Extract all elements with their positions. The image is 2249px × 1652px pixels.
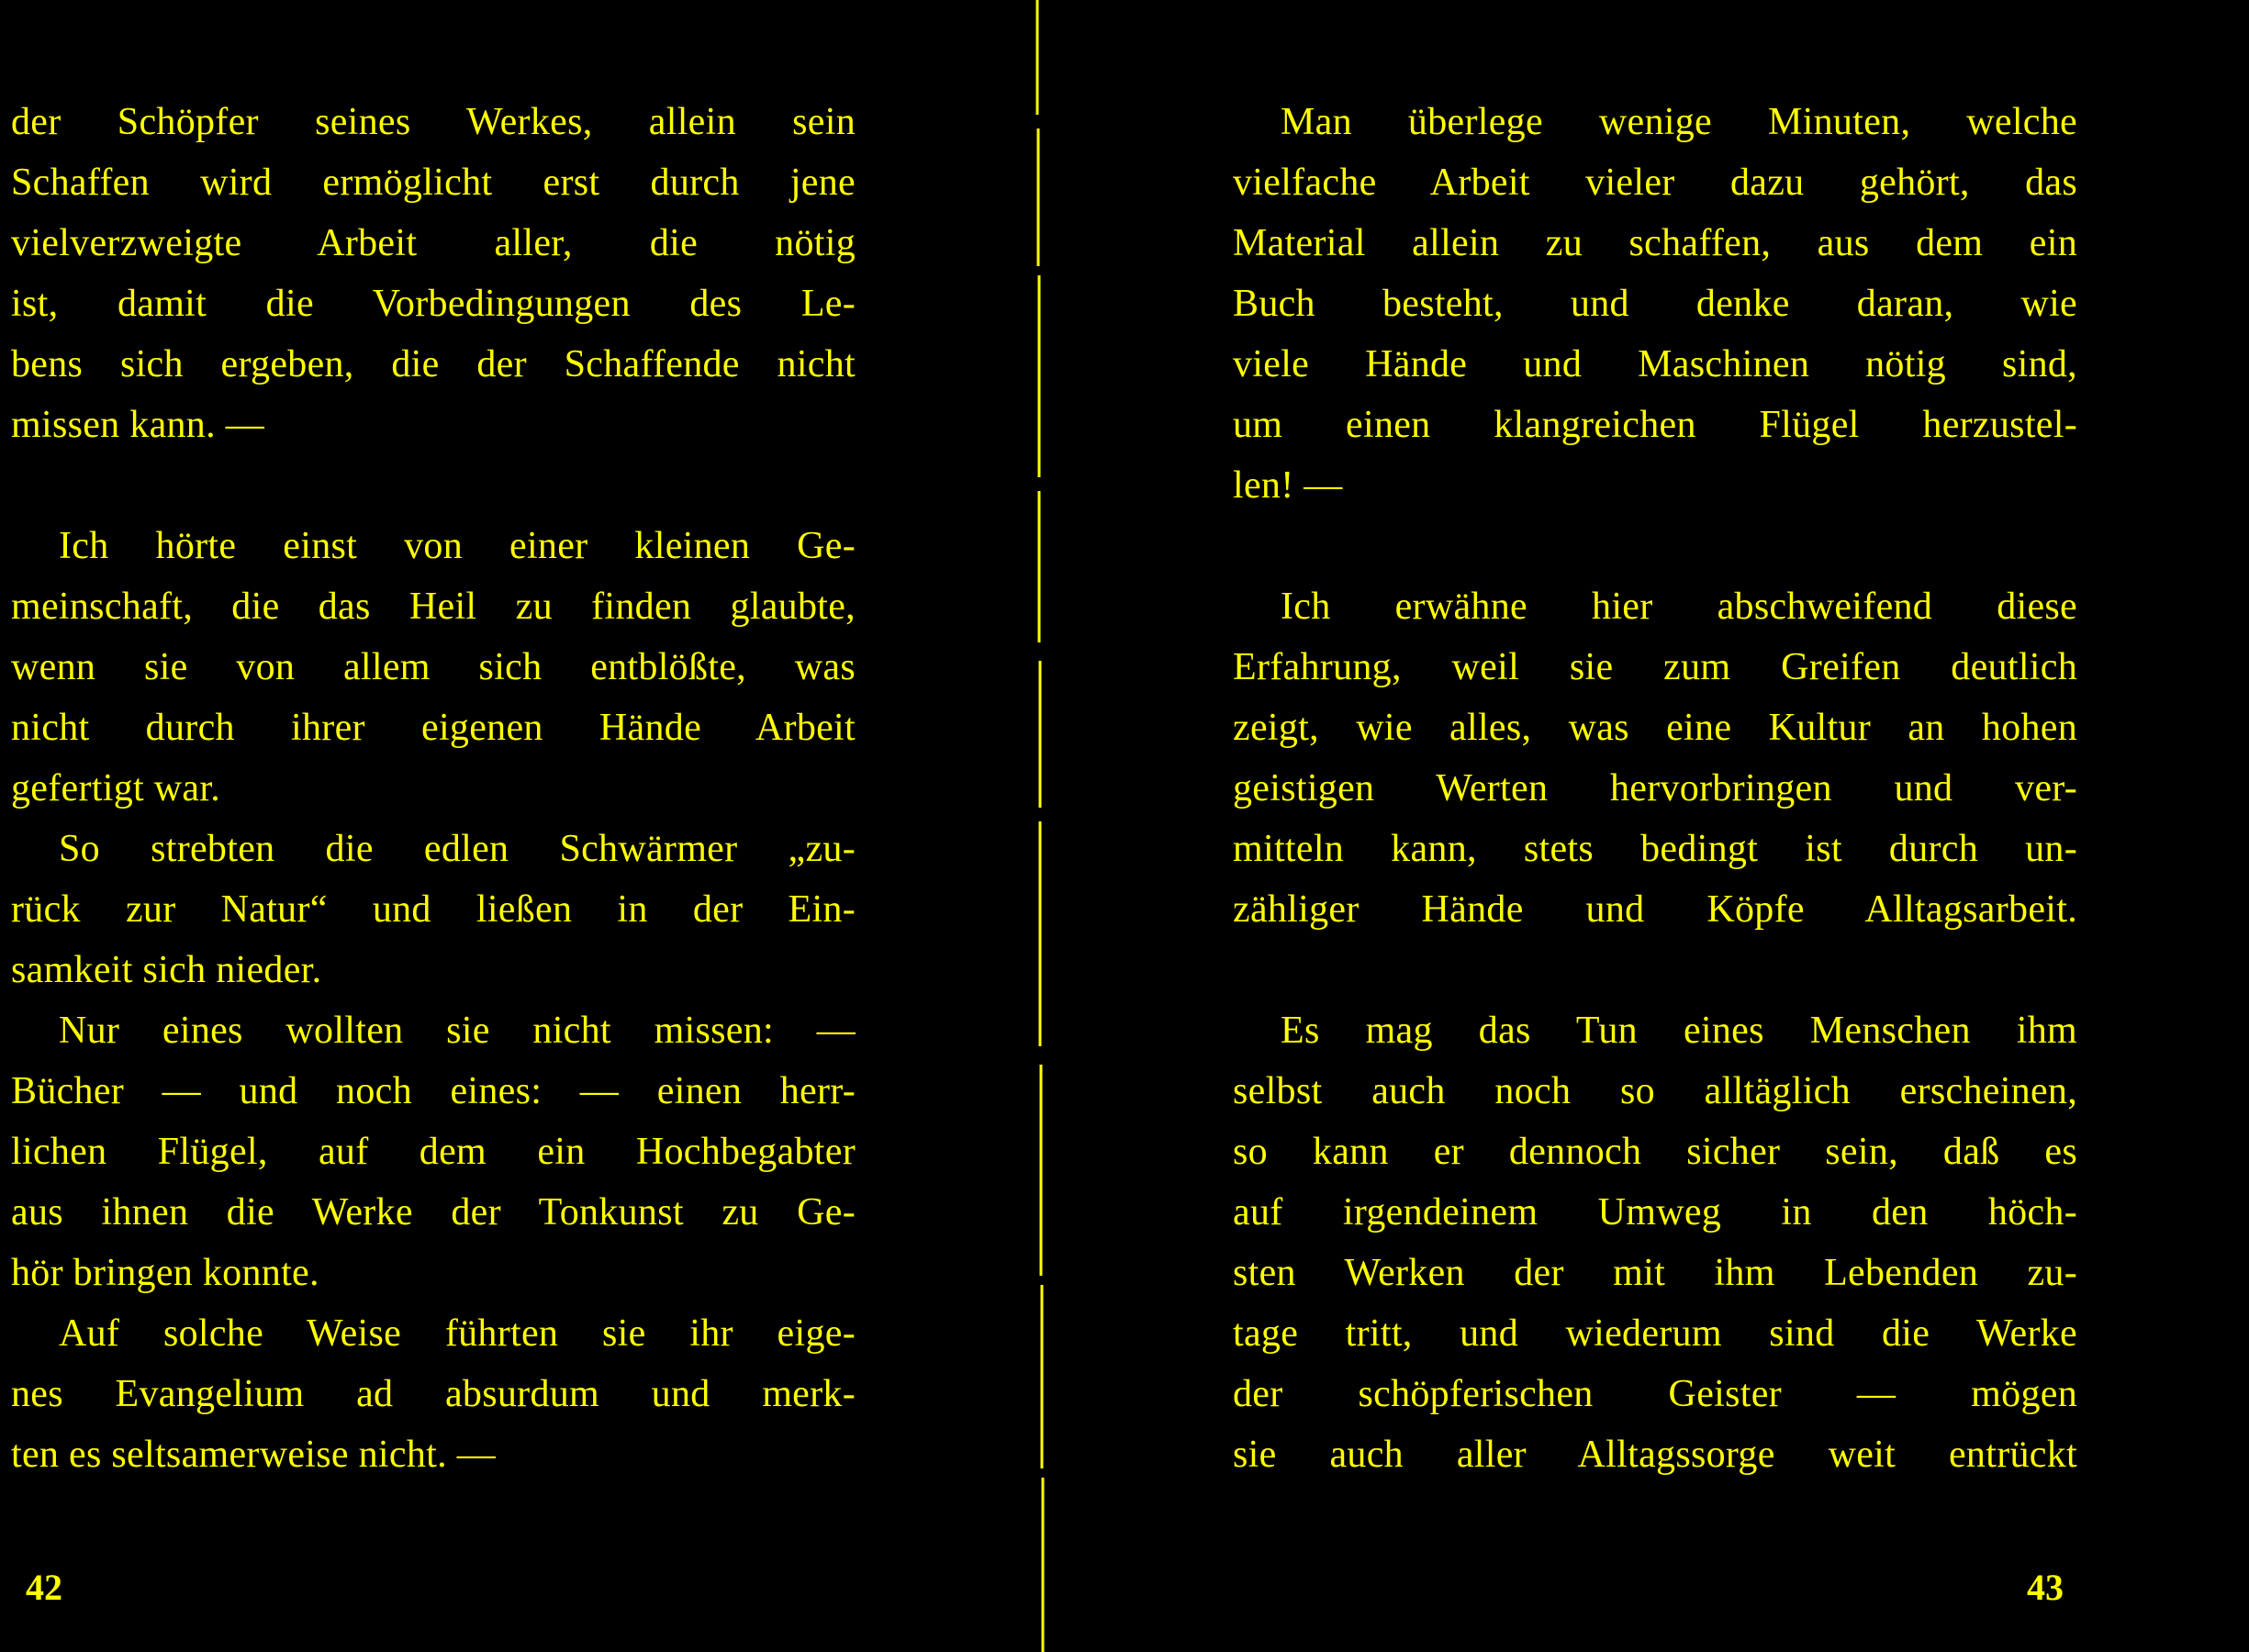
text-line: geistigen Werten hervorbringen und ver- <box>1233 767 2077 809</box>
paragraph-gap <box>1233 940 2077 1000</box>
text-line: vielverzweigte Arbeit aller, die nötig <box>11 222 856 264</box>
left-page <box>11 92 856 1485</box>
text-line: zeigt, wie alles, was eine Kultur an hohen <box>1233 707 2077 749</box>
text-line: nicht durch ihrer eigenen Hände Arbeit <box>11 707 856 749</box>
text-line: auf irgendeinem Umweg in den höch- <box>1233 1191 2077 1233</box>
text-line: selbst auch noch so alltäglich erscheinen, <box>1233 1070 2077 1112</box>
paragraph <box>1233 92 2077 516</box>
text-line: Bücher — und noch eines: — einen herr- <box>11 1070 856 1112</box>
text-line: samkeit sich nieder. <box>11 949 322 991</box>
text-line: der schöpferischen Geister — mögen <box>1233 1373 2077 1415</box>
text-line: Auf solche Weise führten sie ihr eige- <box>59 1312 856 1355</box>
gutter-line <box>1035 0 1057 1652</box>
page-number-right: 43 <box>2027 1567 2064 1608</box>
text-line: bens sich ergeben, die der Schaffende nicht <box>11 343 856 385</box>
paragraph <box>11 1000 856 1303</box>
text-line: sten Werken der mit ihm Lebenden zu- <box>1233 1252 2077 1294</box>
text-line: tage tritt, und wiederum sind die Werke <box>1233 1312 2077 1355</box>
text-line: Man überlege wenige Minuten, welche <box>1281 101 2077 143</box>
text-line: ist, damit die Vorbedingungen des Le- <box>11 283 856 325</box>
text-line: aus ihnen die Werke der Tonkunst zu Ge- <box>11 1191 856 1233</box>
paragraph-gap <box>1233 516 2077 576</box>
text-line: Erfahrung, weil sie zum Greifen deutlich <box>1233 646 2077 688</box>
text-line: so kann er dennoch sicher sein, daß es <box>1233 1131 2077 1173</box>
text-line: Es mag das Tun eines Menschen ihm <box>1281 1010 2077 1052</box>
text-line: ten es seltsamerweise nicht. — <box>11 1434 497 1476</box>
text-line: der Schöpfer seines Werkes, allein sein <box>11 101 856 143</box>
text-line: len! — <box>1233 464 1343 507</box>
text-line: viele Hände und Maschinen nötig sind, <box>1233 343 2077 385</box>
text-line: So strebten die edlen Schwärmer „zu- <box>59 828 856 870</box>
text-line: Material allein zu schaffen, aus dem ein <box>1233 222 2077 264</box>
paragraph <box>11 819 856 1000</box>
text-line: meinschaft, die das Heil zu finden glaubte, <box>11 586 856 628</box>
paragraph-gap <box>11 455 856 516</box>
text-line: um einen klangreichen Flügel herzustel- <box>1233 404 2077 446</box>
text-line: Nur eines wollten sie nicht missen: — <box>59 1010 856 1052</box>
text-line: Ich erwähne hier abschweifend diese <box>1281 586 2077 628</box>
text-line: Ich hörte einst von einer kleinen Ge- <box>59 525 856 567</box>
paragraph <box>1233 576 2077 940</box>
right-page <box>1233 92 2077 1485</box>
paragraph <box>11 92 856 455</box>
text-line: lichen Flügel, auf dem ein Hochbegabter <box>11 1131 856 1173</box>
text-line: Schaffen wird ermöglicht erst durch jene <box>11 162 856 204</box>
page-number-left: 42 <box>26 1567 62 1608</box>
text-line: hör bringen konnte. <box>11 1252 319 1294</box>
text-line: vielfache Arbeit vieler dazu gehört, das <box>1233 162 2077 204</box>
text-line: gefertigt war. <box>11 767 221 809</box>
text-line: mitteln kann, stets bedingt ist durch un- <box>1233 828 2077 870</box>
text-line: missen kann. — <box>11 404 265 446</box>
text-line: sie auch aller Alltagssorge weit entrückt <box>1233 1434 2077 1476</box>
text-line: Buch besteht, und denke daran, wie <box>1233 283 2077 325</box>
text-line: wenn sie von allem sich entblößte, was <box>11 646 856 688</box>
paragraph <box>11 1303 856 1485</box>
text-line: nes Evangelium ad absurdum und merk- <box>11 1373 856 1415</box>
paragraph <box>11 516 856 819</box>
text-line: zähliger Hände und Köpfe Alltagsarbeit. <box>1233 888 2077 931</box>
text-line: rück zur Natur“ und ließen in der Ein- <box>11 888 856 931</box>
paragraph <box>1233 1000 2077 1485</box>
